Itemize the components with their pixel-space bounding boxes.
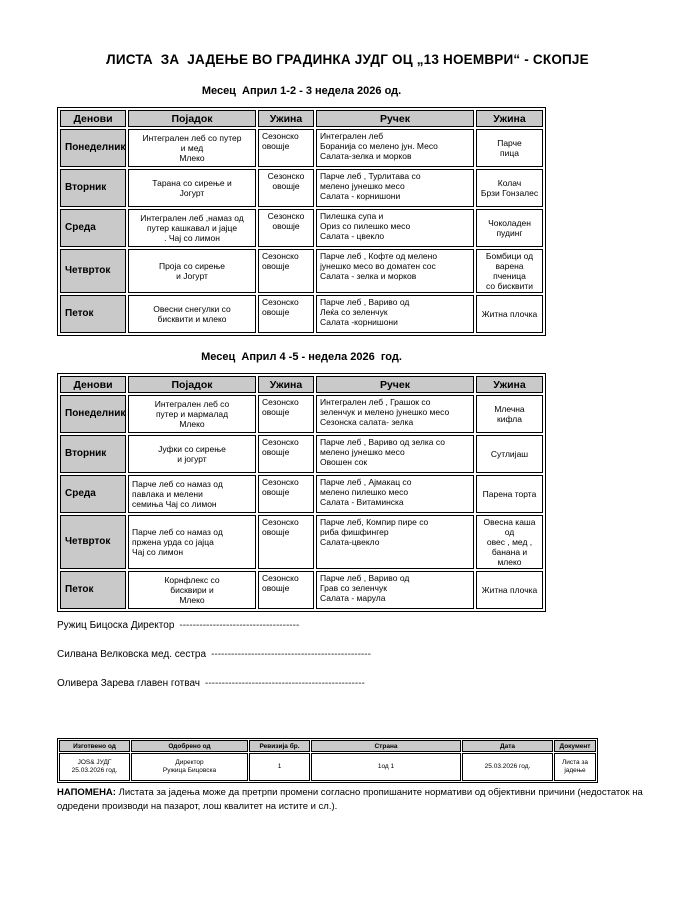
- signature-dash-line: ------------------------------------: [179, 620, 300, 631]
- meal-cell: [476, 395, 543, 433]
- info-value-line: ЈОЅ& ЈУДГ: [77, 758, 112, 766]
- document-info-section: [57, 738, 598, 783]
- meal-line: бисквити и млеко: [157, 314, 227, 324]
- meal-line: Житна плочка: [481, 585, 538, 595]
- meal-cell: [476, 435, 543, 473]
- meal-line: Парче леб , Ајмакац со: [320, 477, 412, 487]
- info-header-cell: Ревизија бр.: [249, 740, 310, 752]
- info-header-row: [59, 740, 596, 752]
- meal-cell: [128, 571, 256, 609]
- meal-line: Јогурт: [179, 188, 205, 198]
- info-value-cell: [131, 753, 248, 781]
- signature-line: [57, 620, 371, 632]
- meal-line: Салата - Витаминска: [320, 497, 404, 507]
- meal-line: Салата - корнишони: [320, 191, 401, 201]
- meal-line: Парче леб , Вариво од: [320, 297, 410, 307]
- info-value-line: Ружица Бицовска: [162, 767, 217, 774]
- column-header-snack: Ужина: [476, 376, 543, 393]
- week-1-subtitle: Месец Април 1-2 - 3 недела 2026 од.: [201, 85, 402, 97]
- meal-cell: [316, 129, 474, 167]
- menu-row: [60, 295, 543, 333]
- menu-row: [60, 169, 543, 207]
- meal-cell: [476, 295, 543, 333]
- info-header-cell: Страна: [311, 740, 461, 752]
- info-value-line: Листа за: [561, 758, 589, 766]
- meal-cell: [258, 169, 314, 207]
- column-header-snack: Ужина: [258, 110, 314, 127]
- meal-line: овошје: [262, 447, 290, 457]
- meal-line: Салата -корнишони: [320, 317, 398, 327]
- meal-line: Интегрален леб , Грашок со: [320, 397, 431, 407]
- info-header-cell: Изготвено од: [59, 740, 130, 752]
- signature-name: Силвана Велковска мед. сестра: [57, 649, 207, 660]
- info-value-cell: [462, 753, 553, 781]
- meal-line: пржена урда со јајца: [132, 537, 214, 547]
- meal-line: Бомбици од: [485, 251, 534, 261]
- day-cell: Понеделник: [60, 395, 126, 433]
- meal-line: Сезонско: [262, 517, 299, 527]
- meal-cell: [316, 169, 474, 207]
- header-row: [60, 110, 543, 127]
- menu-row: [60, 571, 543, 609]
- meal-line: овошје: [262, 487, 290, 497]
- meal-line: Салата - зелка и морков: [320, 271, 417, 281]
- meal-line: Салата - цвекло: [320, 231, 385, 241]
- meal-line: Сезонско: [262, 251, 299, 261]
- meal-line: Интегрален леб со путер: [142, 133, 242, 143]
- meal-line: путер кашкавал и јајце: [146, 223, 238, 233]
- day-cell: Четврток: [60, 249, 126, 293]
- meal-line: варена пченица: [493, 261, 526, 281]
- meal-line: Парче леб , Вариво од: [320, 573, 410, 583]
- meal-line: Пилешка супа и: [320, 211, 384, 221]
- meal-line: зеленчук и мелено јунешко месо: [320, 407, 450, 417]
- meal-line: павлака и мелени: [132, 489, 203, 499]
- meal-cell: [258, 435, 314, 473]
- meal-line: бисквири и: [170, 585, 214, 595]
- info-value-line: 25.03.2026 год.: [71, 767, 118, 774]
- week-2-subtitle: Месец Април 4 -5 - недела 2026 год.: [201, 351, 402, 363]
- meal-line: Сезонско: [267, 211, 305, 221]
- meal-line: Парче леб , Турлитава со: [320, 171, 421, 181]
- note: [57, 786, 657, 814]
- column-header-lunch: Ручек: [316, 110, 474, 127]
- meal-line: Млеко: [179, 153, 205, 163]
- meal-line: Чај со лимон: [132, 547, 184, 557]
- day-cell: Среда: [60, 209, 126, 247]
- meal-line: Боранија со мелено јун. Месо: [320, 141, 438, 151]
- day-cell: Понеделник: [60, 129, 126, 167]
- meal-line: Интегрален леб ,намаз од: [140, 213, 244, 223]
- meal-line: Интегрален леб со: [154, 399, 230, 409]
- column-header-breakfast: Појадок: [128, 376, 256, 393]
- menu-row: [60, 515, 543, 569]
- meal-line: Сезонска салата- зелка: [320, 417, 414, 427]
- info-value-cell: [311, 753, 461, 781]
- meal-cell: [476, 129, 543, 167]
- meal-cell: [316, 249, 474, 293]
- meal-cell: [258, 209, 314, 247]
- meal-cell: [258, 395, 314, 433]
- menu-table-week-1: [57, 107, 546, 336]
- meal-line: семиња Чај со лимон: [132, 499, 217, 509]
- meal-line: и мед: [180, 143, 204, 153]
- info-value-line: 1: [277, 762, 282, 770]
- meal-cell: [128, 395, 256, 433]
- document-title: ЛИСТА ЗА ЈАДЕЊЕ ВО ГРАДИНКА ЈУДГ ОЦ „13 НОЕМВРИ“ - СКОПЈЕ: [106, 52, 589, 67]
- meal-line: Сезонско: [262, 297, 299, 307]
- meal-line: Парче леб со намаз од: [132, 527, 223, 537]
- meal-line: и јогурт: [177, 454, 207, 464]
- column-header-breakfast: Појадок: [128, 110, 256, 127]
- menu-row: [60, 209, 543, 247]
- meal-cell: [476, 475, 543, 513]
- meal-cell: [128, 435, 256, 473]
- meal-cell: [476, 515, 543, 569]
- meal-line: Колач: [497, 178, 522, 188]
- meal-cell: [258, 249, 314, 293]
- meal-line: со бисквити: [486, 281, 533, 291]
- meal-line: овошје: [262, 307, 290, 317]
- info-header-cell: Дата: [462, 740, 553, 752]
- meal-cell: [316, 515, 474, 569]
- meal-line: . Чај со лимон: [164, 233, 220, 243]
- meal-line: и Јогурт: [176, 271, 208, 281]
- header-row: [60, 376, 543, 393]
- day-cell: Вторник: [60, 435, 126, 473]
- meal-line: Парче леб, Компир пире со: [320, 517, 429, 527]
- meal-cell: [258, 515, 314, 569]
- meal-line: Овошен сок: [320, 457, 368, 467]
- meal-line: Чоколаден: [488, 218, 531, 228]
- day-cell: Вторник: [60, 169, 126, 207]
- meal-line: мелено пилешко месо: [320, 487, 409, 497]
- meal-line: Леќа со зеленчук: [320, 307, 388, 317]
- meal-line: Сезонско: [262, 131, 299, 141]
- signature-lines: [57, 620, 371, 707]
- meal-line: Парена торта: [482, 489, 537, 499]
- meal-line: Проја со сирење: [158, 261, 226, 271]
- meal-line: јунешко месо во доматен сос: [320, 261, 436, 271]
- meal-cell: [258, 571, 314, 609]
- meal-line: овошје: [262, 527, 290, 537]
- meal-cell: [128, 295, 256, 333]
- day-cell: Петок: [60, 571, 126, 609]
- column-header-lunch: Ручек: [316, 376, 474, 393]
- meal-cell: [316, 209, 474, 247]
- meal-line: Сезонско: [262, 573, 299, 583]
- meal-line: Млечна: [494, 404, 525, 414]
- signature-name: Оливера Зарева главен готвач: [57, 678, 201, 689]
- signature-line: [57, 649, 371, 661]
- meal-line: мелено јунешко месо: [320, 181, 405, 191]
- meal-line: Брзи Гонзалес: [480, 188, 539, 198]
- column-header-days: Денови: [60, 110, 126, 127]
- meal-line: Млеко: [179, 595, 205, 605]
- meal-line: Јуфки со сирење: [158, 444, 226, 454]
- meal-cell: [128, 515, 256, 569]
- meal-line: путер и мармалад: [155, 409, 229, 419]
- meal-line: Сезонско: [262, 477, 299, 487]
- meal-cell: [476, 571, 543, 609]
- meal-line: Млеко: [179, 419, 205, 429]
- meal-line: Ориз со пилешко месо: [320, 221, 411, 231]
- meal-line: Интегрален леб: [320, 131, 384, 141]
- meal-line: Сезонско: [262, 437, 299, 447]
- meal-cell: [128, 209, 256, 247]
- meal-line: овес , мед ,: [486, 537, 533, 547]
- meal-line: Тарана со сирење и: [152, 178, 232, 188]
- note-label: НАПОМЕНА:: [57, 787, 116, 798]
- info-value-cell: [59, 753, 130, 781]
- menu-row: [60, 395, 543, 433]
- meal-cell: [128, 249, 256, 293]
- info-value-cell: [554, 753, 596, 781]
- meal-cell: [476, 209, 543, 247]
- meal-cell: [316, 435, 474, 473]
- signature-name: Ружиц Бицоска Директор: [57, 620, 175, 631]
- info-value-line: јадење: [564, 767, 586, 774]
- meal-cell: [258, 475, 314, 513]
- meal-line: пудинг: [496, 228, 523, 238]
- meal-line: овошје: [272, 221, 300, 231]
- meal-cell: [316, 475, 474, 513]
- meal-cell: [258, 295, 314, 333]
- meal-cell: [316, 295, 474, 333]
- info-value-line: 1од 1: [377, 762, 395, 770]
- info-header-cell: Одобрено од: [131, 740, 248, 752]
- meal-cell: [316, 395, 474, 433]
- meal-line: овошје: [262, 141, 290, 151]
- week-1-section: [57, 85, 546, 336]
- meal-line: кифла: [497, 414, 522, 424]
- menu-row: [60, 435, 543, 473]
- meal-line: Сезонско: [262, 397, 299, 407]
- meal-cell: [128, 475, 256, 513]
- meal-line: Салата-зелка и морков: [320, 151, 412, 161]
- meal-line: Парче леб , Кофте од мелено: [320, 251, 438, 261]
- meal-line: риба фишфингер: [320, 527, 389, 537]
- signature-line: [57, 678, 371, 690]
- meal-line: Салата - марула: [320, 593, 386, 603]
- meal-line: Овесни снегулки со: [153, 304, 231, 314]
- meal-line: Житна плочка: [481, 309, 538, 319]
- note-text: Листата за јадења може да претрпи промени согласно пропишаните нормативи од објективни причини (недостаток на одредени производи на пазарот, лош квалитет на истите и сл.).: [57, 787, 643, 812]
- signature-dash-line: ------------------------------------------------: [211, 649, 371, 660]
- meal-cell: [128, 129, 256, 167]
- meal-cell: [476, 249, 543, 293]
- meal-cell: [128, 169, 256, 207]
- meal-line: банана и млеко: [491, 547, 528, 567]
- info-value-cell: [249, 753, 310, 781]
- meal-line: Корнфлекс со: [164, 575, 220, 585]
- meal-line: Парче: [497, 138, 522, 148]
- meal-line: овошје: [262, 261, 290, 271]
- document-info-table: [57, 738, 598, 783]
- meal-line: Грав со зеленчук: [320, 583, 387, 593]
- day-cell: Петок: [60, 295, 126, 333]
- day-cell: Четврток: [60, 515, 126, 569]
- meal-line: Сутлијаш: [490, 449, 529, 459]
- meal-line: Сезонско: [267, 171, 305, 181]
- meal-line: Парче леб , Вариво од зелка со: [320, 437, 445, 447]
- menu-table-week-2: [57, 373, 546, 612]
- meal-line: овошје: [262, 583, 290, 593]
- info-header-cell: Документ: [554, 740, 596, 752]
- column-header-snack: Ужина: [258, 376, 314, 393]
- signature-dash-line: ------------------------------------------------: [205, 678, 365, 689]
- meal-cell: [258, 129, 314, 167]
- meal-line: Парче леб со намаз од: [132, 479, 223, 489]
- meal-line: мелено јунешко месо: [320, 447, 405, 457]
- info-value-line: Директор: [175, 758, 204, 766]
- meal-line: пица: [500, 148, 519, 158]
- column-header-snack: Ужина: [476, 110, 543, 127]
- day-cell: Среда: [60, 475, 126, 513]
- menu-row: [60, 129, 543, 167]
- meal-cell: [476, 169, 543, 207]
- column-header-days: Денови: [60, 376, 126, 393]
- meal-cell: [316, 571, 474, 609]
- meal-line: овошје: [272, 181, 300, 191]
- menu-row: [60, 249, 543, 293]
- week-2-section: [57, 351, 546, 612]
- info-value-line: 25.03.2026 год.: [484, 762, 531, 770]
- meal-line: Салата-цвекло: [320, 537, 380, 547]
- meal-line: овошје: [262, 407, 290, 417]
- info-value-row: [59, 753, 596, 781]
- menu-row: [60, 475, 543, 513]
- meal-line: Овесна каша од: [483, 517, 536, 537]
